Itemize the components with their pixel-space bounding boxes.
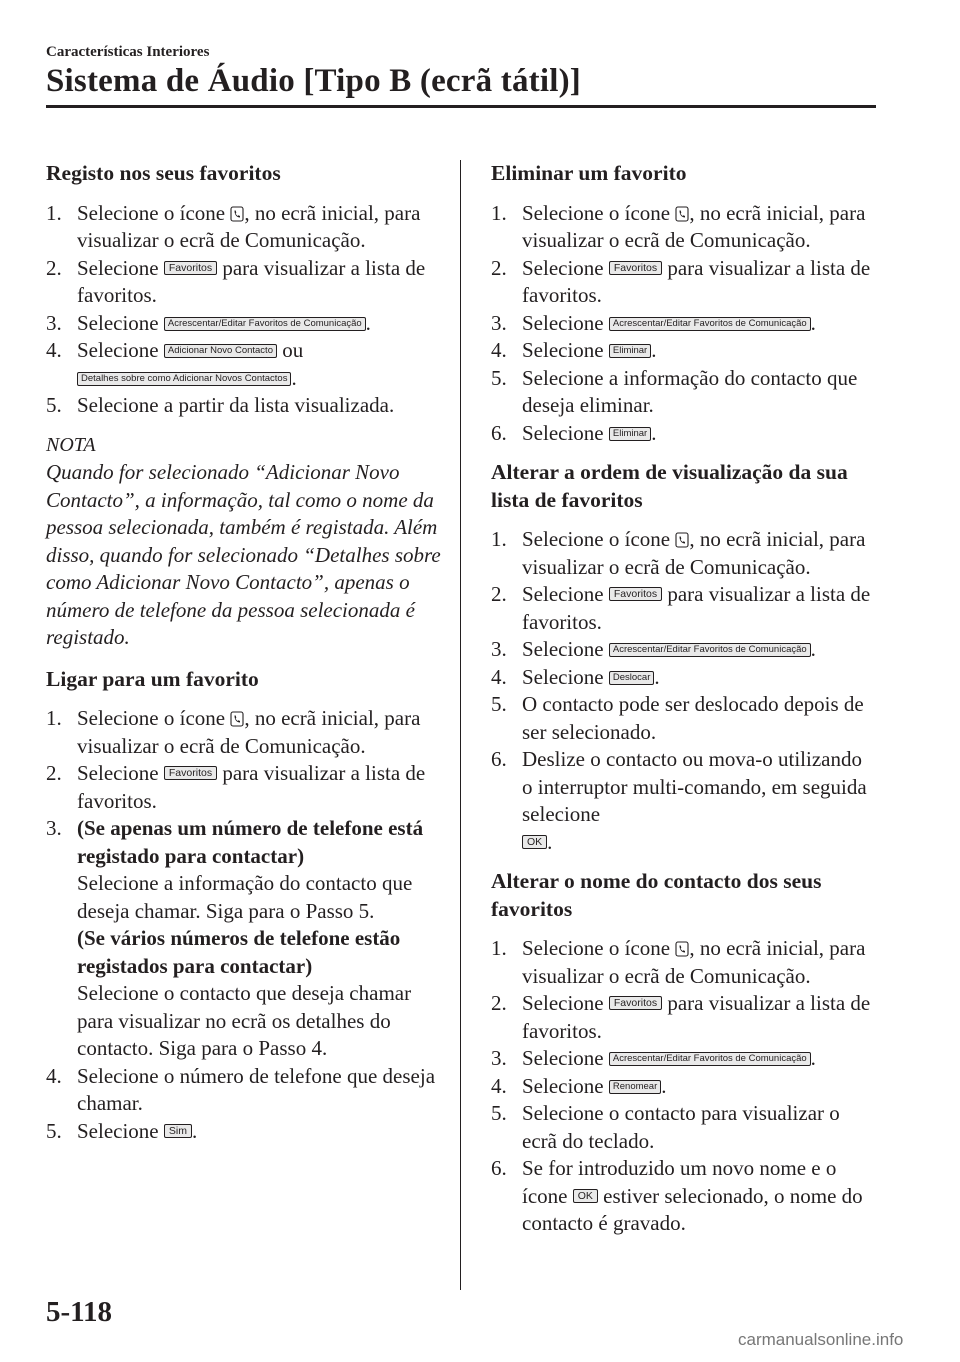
acrescentar-editar-button: Acrescentar/Editar Favoritos de Comunicação (609, 1052, 811, 1066)
watermark: carmanualsonline.info (738, 1330, 904, 1349)
list-item: 1. Selecione o ícone , no ecrã inicial, para visualizar o ecrã de Comunicação. (46, 706, 421, 758)
list-item: 2. Selecione Favoritos para visualizar a lista de favoritos. (491, 582, 871, 634)
header-rule (46, 105, 876, 108)
list-item: 2. Selecione Favoritos para visualizar a lista de favoritos. (491, 991, 871, 1043)
phone-icon (675, 206, 689, 222)
steps-nome (491, 935, 876, 1238)
list-item: 4. Selecione Eliminar . (491, 338, 657, 362)
list-item: 1. Selecione o ícone , no ecrã inicial, para visualizar o ecrã de Comunicação. (491, 200, 866, 252)
phone-icon (675, 941, 689, 957)
favoritos-button: Favoritos (609, 996, 662, 1010)
section-heading-eliminar: Eliminar um favorito (491, 161, 687, 185)
list-item: 2. Selecione Favoritos para visualizar a lista de favoritos. (491, 255, 871, 307)
acrescentar-editar-button: Acrescentar/Editar Favoritos de Comunicação (164, 317, 366, 331)
ok-button: OK (522, 835, 547, 849)
left-column (46, 160, 446, 1157)
steps-ligar (46, 705, 446, 1145)
right-column (491, 160, 876, 1250)
list-item: 3. (Se apenas um número de telefone está registado para contactar) Selecione a informação do contacto que deseja chamar. Siga para o Passo 5. (Se vários números de telefone estão registados para contactar) Selecione o contacto que deseja chamar para visualizar no ecrã os detalhes do contacto. Siga para o Passo 4. (46, 816, 424, 1060)
list-item: 3. Selecione Acrescentar/Editar Favoritos de Comunicação . (491, 1046, 816, 1070)
renomear-button: Renomear (609, 1080, 661, 1094)
page-number: 5-118 (46, 1296, 113, 1328)
column-divider (460, 160, 461, 1290)
section-heading-registo: Registo nos seus favoritos (46, 161, 281, 185)
acrescentar-editar-button: Acrescentar/Editar Favoritos de Comunicação (609, 317, 811, 331)
list-item: 4. Selecione Renomear . (491, 1073, 667, 1098)
eliminar-button: Eliminar (609, 344, 651, 358)
list-item: 4. Selecione Adicionar Novo Contacto ou Detalhes sobre como Adicionar Novos Contactos . (46, 338, 304, 390)
list-item: 6. Deslize o contacto ou mova-o utilizando o interruptor multi-comando, em seguida selecione OK . (491, 747, 867, 854)
list-item: 2. Selecione Favoritos para visualizar a lista de favoritos. (46, 761, 426, 813)
favoritos-button: Favoritos (164, 766, 217, 780)
note-body: Quando for selecionado “Adicionar Novo Contacto”, a informação, tal como o nome da pessoa selecionada, também é registada. Além disso, quando for selecionado “Detalhes sobre como Adicionar Novo Contacto”, apenas o número de telefone da pessoa selecionada é registado. (46, 460, 441, 649)
list-item: 1. Selecione o ícone , no ecrã inicial, para visualizar o ecrã de Comunicação. (46, 200, 421, 252)
phone-icon (230, 711, 244, 727)
list-item: 5. Selecione a partir da lista visualizada. (46, 393, 395, 417)
sim-button: Sim (164, 1124, 192, 1138)
list-item: 3. Selecione Acrescentar/Editar Favoritos de Comunicação . (46, 310, 371, 335)
section-heading-nome: Alterar o nome do contacto dos seus favoritos (491, 869, 822, 921)
favoritos-button: Favoritos (609, 587, 662, 601)
chapter-title: Sistema de Áudio [Tipo B (ecrã tátil)] (46, 63, 581, 99)
list-item: 5. O contacto pode ser deslocado depois de ser selecionado. (491, 692, 864, 744)
adicionar-novo-contacto-button: Adicionar Novo Contacto (164, 344, 277, 358)
ok-button: OK (573, 1189, 598, 1203)
list-item: 6. Selecione Eliminar . (491, 420, 657, 445)
favoritos-button: Favoritos (164, 261, 217, 275)
list-item: 1. Selecione o ícone , no ecrã inicial, para visualizar o ecrã de Comunicação. (491, 527, 866, 579)
list-item: 6. Se for introduzido um novo nome e o ícone OK estiver selecionado, o nome do contacto é gravado. (491, 1156, 863, 1235)
list-item: 1. Selecione o ícone , no ecrã inicial, para visualizar o ecrã de Comunicação. (491, 936, 866, 988)
list-item: 3. Selecione Acrescentar/Editar Favoritos de Comunicação . (491, 310, 816, 335)
section-label: Características Interiores (46, 44, 210, 60)
eliminar-button: Eliminar (609, 427, 651, 441)
phone-icon (230, 206, 244, 222)
list-item: 4. Selecione o número de telefone que deseja chamar. (46, 1063, 436, 1115)
steps-eliminar (491, 200, 876, 448)
steps-ordem (491, 526, 876, 856)
steps-registo (46, 200, 446, 420)
list-item: 5. Selecione Sim . (46, 1118, 198, 1143)
favoritos-button: Favoritos (609, 261, 662, 275)
note-title: NOTA (46, 433, 96, 456)
phone-icon (675, 532, 689, 548)
deslocar-button: Deslocar (609, 671, 655, 685)
list-item: 5. Selecione a informação do contacto que deseja eliminar. (491, 365, 858, 417)
acrescentar-editar-button: Acrescentar/Editar Favoritos de Comunicação (609, 643, 811, 657)
list-item: 5. Selecione o contacto para visualizar o ecrã do teclado. (491, 1101, 840, 1153)
list-item: 4. Selecione Deslocar . (491, 664, 660, 689)
detalhes-adicionar-button: Detalhes sobre como Adicionar Novos Contactos (77, 372, 291, 386)
section-heading-ligar: Ligar para um favorito (46, 666, 259, 691)
page-header (46, 44, 876, 100)
list-item: 2. Selecione Favoritos para visualizar a lista de favoritos. (46, 255, 426, 307)
section-heading-ordem: Alterar a ordem de visualização da sua lista de favoritos (491, 460, 848, 512)
list-item: 3. Selecione Acrescentar/Editar Favoritos de Comunicação . (491, 637, 816, 661)
